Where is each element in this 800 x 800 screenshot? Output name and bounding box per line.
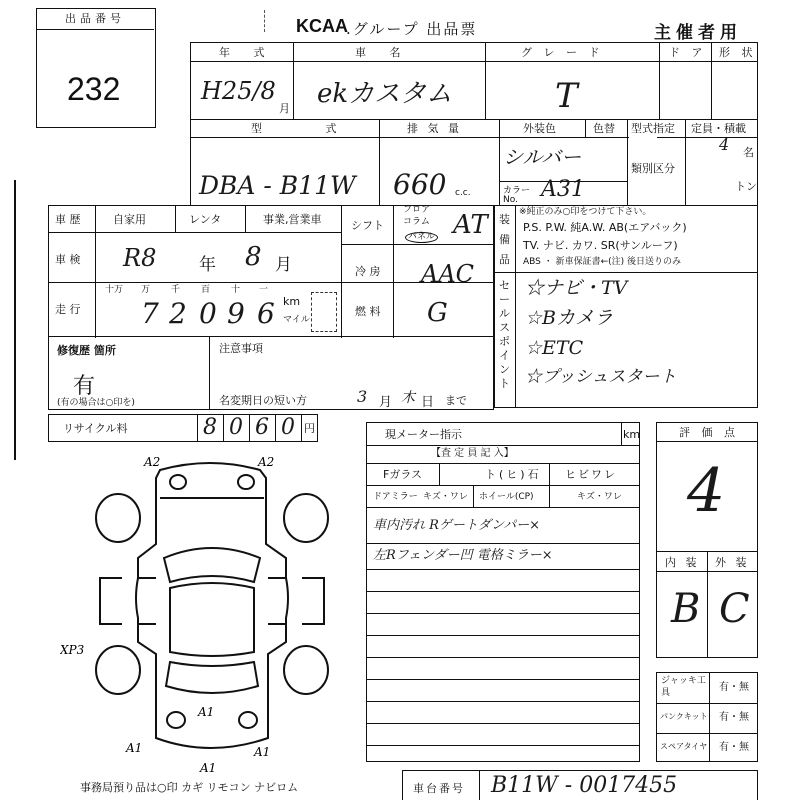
year-month-unit: 月 (279, 102, 290, 115)
mileage-digit: 9 (227, 297, 245, 330)
ac-label: 冷 房 (355, 265, 381, 278)
history-label: 車 歴 (55, 213, 81, 226)
chassis-box (402, 770, 758, 800)
grade-label: グ レ ー ド (521, 46, 604, 59)
digit-label-10k: 万 (141, 285, 151, 295)
deadline-weekday: 木 (401, 390, 415, 406)
mirror-options: キズ・ワレ (423, 492, 468, 502)
deadline-suffix: まで (445, 394, 467, 407)
glass-crack: ヒビワレ (565, 468, 617, 481)
wheel-options: キズ・ワレ (577, 492, 622, 502)
shift-value: AT (453, 210, 488, 240)
damage-mark-left-rear: XP3 (60, 643, 85, 657)
ton-unit: トン (735, 180, 757, 193)
accessories-box (656, 672, 758, 762)
inspection-label: 車 検 (55, 253, 81, 266)
recycle-digit: 8 (203, 415, 217, 440)
caution-label: 注意事項 (219, 342, 263, 355)
digit-label-10: 十 (231, 285, 241, 295)
inspector-note: 車内汚れ Rゲートダンパー× (373, 518, 541, 533)
color-no-label: カラー No. (503, 186, 531, 205)
equipment-line-3: ABS ・ 新車保証書←(注) 後日送りのみ (523, 257, 682, 267)
glass-options: ト(ヒ)石 (485, 468, 542, 481)
km-unit: km (283, 295, 301, 308)
name-value: ekカスタム (317, 79, 453, 109)
group-title: .グループ 出品票 (346, 20, 478, 38)
business-option: 事業,営業車 (263, 213, 322, 226)
puncture-kit-label: パンクキット (660, 712, 708, 721)
equipment-line-1: P.S. P.W. 純A.W. AB(エアバック) (523, 221, 687, 234)
color-change-label: 色替 (593, 122, 615, 135)
shift-option-floor: フロア (403, 205, 431, 215)
damage-mark-rear-center: A1 (198, 705, 215, 719)
yen-unit: 円 (304, 422, 315, 435)
spare-tire-options: 有・無 (719, 742, 749, 753)
binding-mark (14, 180, 16, 460)
chassis-label: 車台番号 (413, 782, 465, 795)
repair-label: 修復歴 箇所 (57, 344, 116, 357)
repair-box (48, 336, 494, 410)
fuel-value: G (427, 298, 448, 328)
mile-unit: マイル (283, 315, 310, 325)
office-note: 事務局預り品は○印 カギ リモコン ナビロム (80, 781, 299, 794)
mileage-digit: 6 (257, 297, 275, 330)
inspector-box (366, 422, 640, 762)
sales-point-item: ☆ナビ・TV (525, 277, 628, 299)
sales-point-item: ☆Bカメラ (525, 307, 613, 329)
capacity-unit: 名 (743, 146, 754, 159)
exterior-label: 外 装 (715, 556, 750, 569)
fuel-label: 燃 料 (355, 305, 381, 318)
inspector-note: 左Rフェンダー凹 電格ミラー× (373, 548, 553, 563)
chassis-value: B11W - 0017455 (491, 773, 678, 798)
recycle-box (48, 414, 318, 442)
capacity-label: 定員・積載 (691, 122, 746, 135)
car-damage-diagram (60, 448, 360, 778)
equipment-line-2: TV. ナビ. カワ. SR(サンルーフ) (523, 239, 678, 252)
model-label: 型 式 (251, 122, 367, 135)
color-value: シルバー (503, 145, 582, 169)
puncture-kit-options: 有・無 (719, 712, 749, 723)
deadline-day-unit: 日 (421, 395, 435, 410)
recycle-digit: 0 (281, 415, 295, 440)
lot-number: 232 (67, 71, 121, 107)
mirror-label: ドアミラー (373, 492, 418, 502)
sales-point-item: ☆プッシュスタート (525, 367, 677, 387)
rating-box (656, 422, 758, 658)
meter-label: 現メーター指示 (385, 428, 462, 441)
repair-value: 有 (73, 374, 96, 399)
inspection-year-unit: 年 (199, 255, 216, 275)
lot-label: 出品番号 (65, 12, 125, 25)
interior-label: 内 装 (665, 556, 700, 569)
wheel-label: ホイール(CP) (479, 492, 534, 502)
recycle-label: リサイクル料 (63, 422, 128, 435)
fold-mark (264, 10, 265, 32)
jack-label: ジャッキ工具 (661, 676, 706, 698)
model-value: DBA - B11W (199, 171, 356, 200)
organizer-label: 主催者用 (654, 23, 742, 43)
digit-label-100: 百 (201, 285, 211, 295)
score-label: 評 価 点 (679, 426, 739, 439)
lot-number-box (36, 8, 156, 128)
inspection-month-unit: 月 (275, 255, 292, 275)
mile-box (311, 292, 337, 332)
cc-unit: c.c. (455, 188, 471, 198)
digit-label-100k: 十万 (105, 285, 124, 295)
vehicle-table (190, 42, 758, 206)
deadline-month: 3 (357, 387, 368, 406)
digit-label-1k: 千 (171, 285, 181, 295)
inspector-header: 【査 定 員 記 入】 (431, 448, 514, 459)
damage-mark-front-left: A2 (144, 455, 161, 469)
exterior-value: C (719, 586, 750, 632)
mileage-digit: 2 (169, 297, 187, 330)
year-value: H25/8 (201, 77, 276, 105)
brand-logo: KCAA (296, 16, 348, 36)
door-label: ド ア (669, 46, 707, 59)
mileage-digit: 0 (199, 297, 217, 330)
shift-option-column: コラム (403, 217, 430, 227)
equipment-note: ※純正のみ○印をつけて下さい。 (519, 207, 652, 217)
equipment-label: 装備品 (499, 213, 510, 266)
digit-label-1: 一 (259, 285, 269, 295)
displacement-label: 排 気 量 (407, 122, 462, 135)
interior-value: B (671, 586, 701, 632)
deadline-month-unit: 月 (379, 395, 393, 410)
deadline-label: 名変期日の短い方 (219, 394, 307, 407)
grade-value: T (555, 76, 578, 116)
usage-table (48, 205, 494, 337)
shift-option-panel: パネル (405, 232, 438, 243)
spare-tire-label: スペアタイヤ (660, 742, 708, 751)
damage-mark-front-right: A2 (258, 455, 275, 469)
damage-mark-rear-left: A1 (126, 741, 143, 755)
year-label: 年 式 (219, 46, 275, 59)
sales-points-label: セールスポイント (499, 279, 510, 390)
recycle-digit: 0 (229, 415, 243, 440)
shift-label: シフト (351, 219, 384, 232)
recycle-digit: 6 (255, 415, 269, 440)
jack-options: 有・無 (719, 682, 749, 693)
color-no-value: A31 (541, 177, 585, 202)
capacity-value: 4 (719, 135, 730, 154)
exterior-color-label: 外装色 (523, 122, 556, 135)
meter-km-unit: km (623, 428, 641, 441)
repair-note: (有の場合は○印を) (57, 398, 135, 408)
displacement-value: 660 (393, 168, 447, 201)
sales-points-box (494, 272, 758, 408)
rental-option: レンタ (189, 213, 222, 226)
sales-point-item: ☆ETC (525, 337, 584, 359)
equipment-box (494, 205, 758, 273)
name-label: 車 名 (355, 46, 411, 59)
score-value: 4 (687, 456, 726, 526)
mileage-digit: 7 (141, 297, 159, 330)
damage-mark-rear-right: A1 (254, 745, 271, 759)
damage-mark-bottom: A1 (200, 761, 217, 775)
glass-label: Fガラス (383, 468, 422, 481)
private-use-option: 自家用 (113, 213, 146, 226)
type-designation-label: 型式指定 (631, 122, 675, 135)
inspection-month: 8 (245, 242, 262, 272)
category-label: 類別区分 (631, 162, 675, 175)
inspection-year: R8 (123, 244, 157, 272)
shape-label: 形 状 (719, 46, 757, 59)
mileage-label: 走 行 (55, 303, 81, 316)
ac-value: AAC (421, 260, 475, 288)
